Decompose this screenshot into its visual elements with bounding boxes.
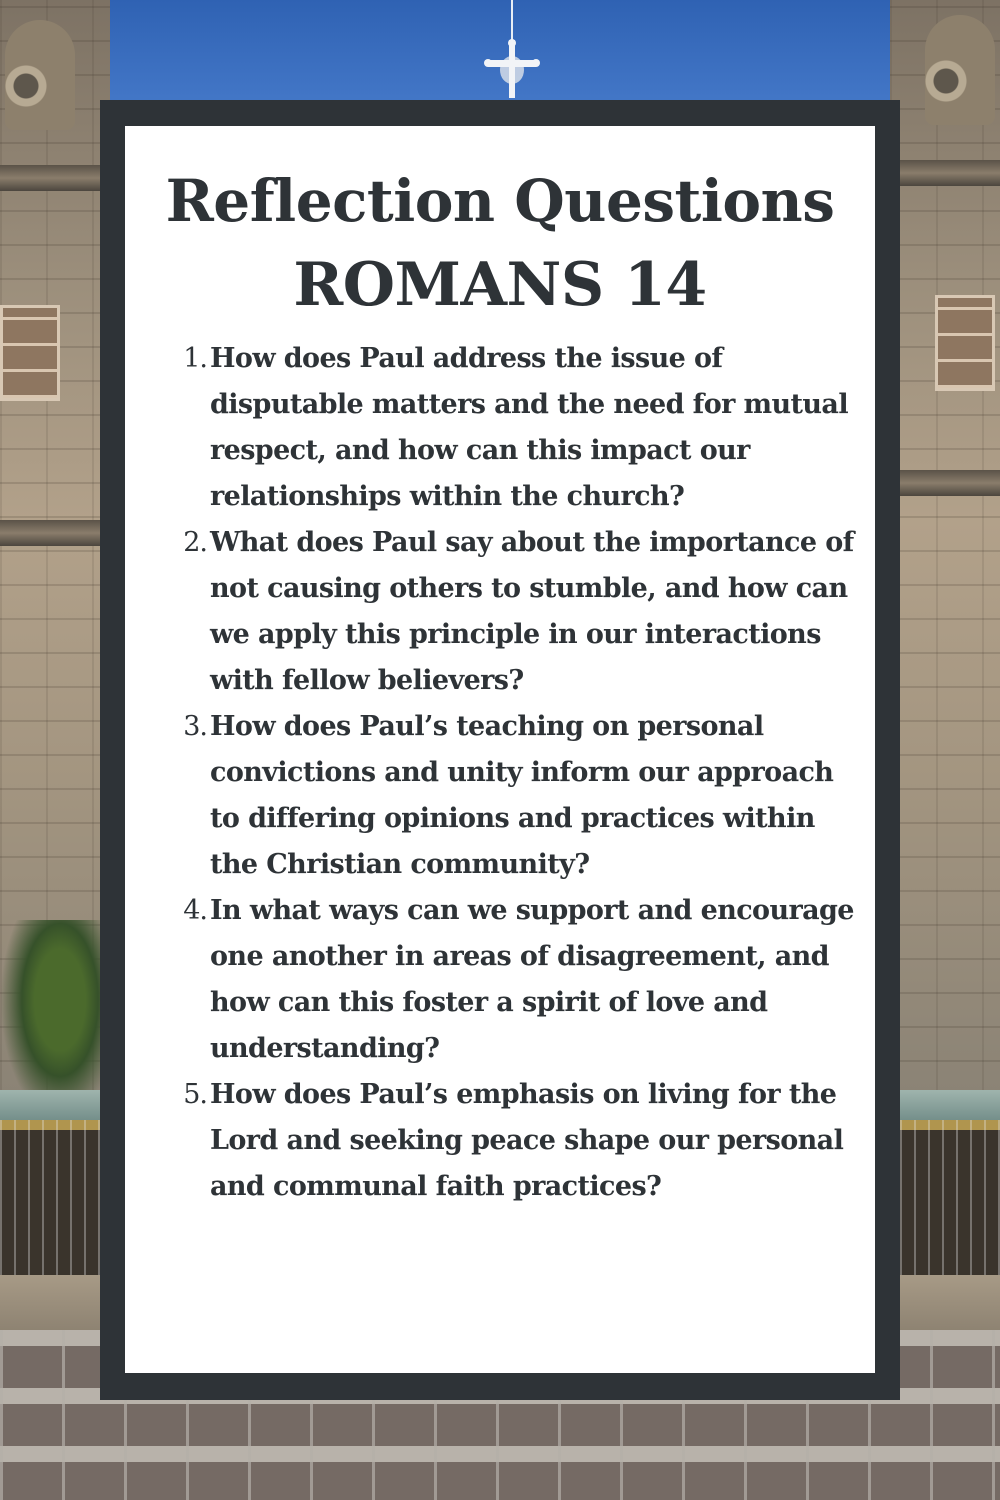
card-frame [100,100,900,1400]
question-item [125,520,875,704]
question-item [125,336,875,520]
fountain-water [0,1090,100,1124]
question-text: What does Paul say about the importance of not causing others to stumble, and how can we apply this principle in our interactions with fellow believers? [210,527,854,696]
question-item [125,704,875,888]
fountain [0,1120,100,1280]
tower-window [0,305,60,401]
tower-ornament [5,20,75,130]
fountain [900,1120,1000,1280]
cross-icon [484,0,540,100]
question-text: In what ways can we support and encourage one another in areas of disagreement, and how can this foster a spirit of love and understanding? [210,895,854,1064]
tower-ornament [925,15,995,125]
question-number: 1. [183,343,207,374]
tower-cornice [890,160,1000,186]
tower-cornice [0,165,110,191]
question-text: How does Paul’s teaching on personal convictions and unity inform our approach to differing opinions and practices within the Christian community? [210,711,834,880]
question-number: 3. [183,711,207,742]
question-number: 4. [183,895,207,926]
subtitle: ROMANS 14 [293,250,707,320]
question-list [125,336,875,1210]
tower-cornice [890,470,1000,496]
title: Reflection Questions [165,167,835,235]
question-item [125,888,875,1072]
question-text: How does Paul address the issue of disputable matters and the need for mutual respect, and how can this impact our relationships within the church? [210,343,848,512]
question-item [125,1072,875,1210]
question-number: 2. [183,527,207,558]
question-text: How does Paul’s emphasis on living for the Lord and seeking peace shape our personal and communal faith practices? [210,1079,844,1202]
question-number: 5. [183,1079,207,1110]
card-panel [125,126,875,1373]
tower-cornice [0,520,110,546]
tower-window [935,295,995,391]
fountain-water [900,1090,1000,1124]
